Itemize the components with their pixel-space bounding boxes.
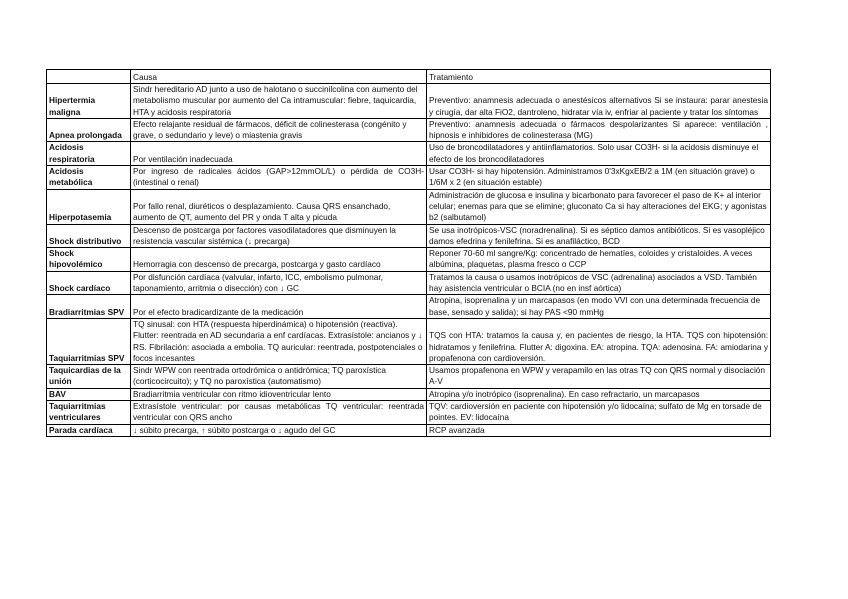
tratamiento-cell: TQV: cardioversión en paciente con hipotensión y/o lidocaína; sulfato de Mg en torsade de pointes. EV: lidocaína [427, 401, 771, 425]
table-row [47, 424, 771, 436]
row-label: Acidosis metabólica [47, 166, 131, 190]
table-row [47, 295, 771, 319]
row-label: Acidosis respiratoria [47, 142, 131, 166]
row-label: Shock cardíaco [47, 271, 131, 295]
row-label: Apnea prolongada [47, 118, 131, 142]
causa-cell: Por fallo renal, diuréticos o desplazamiento. Causa QRS ensanchado, aumento de QT, aumento del PR y onda T alta y picuda [131, 189, 427, 224]
causa-cell: Por ingreso de radicales ácidos (GAP>12mmOL/L) o pérdida de CO3H- (intestinal o renal) [131, 166, 427, 190]
table-row [47, 189, 771, 224]
header-causa: Causa [131, 70, 427, 84]
tratamiento-cell: RCP avanzada [427, 424, 771, 436]
table-row [47, 271, 771, 295]
table-row [47, 224, 771, 248]
causa-cell: Hemorragia con descenso de precarga, postcarga y gasto cardíaco [131, 248, 427, 272]
row-label: BAV [47, 388, 131, 400]
row-label: Taquiarritmias ventriculares [47, 401, 131, 425]
causa-cell: Sindr WPW con reentrada ortodrómica o antidrómica; TQ paroxística (corticocircuito); y TQ no paroxística (automatismo) [131, 365, 427, 389]
row-label: Taquicardias de la unión [47, 365, 131, 389]
tratamiento-cell: Atropina, isoprenalina y un marcapasos (en modo VVI con una determinada frecuencia de base, sensado y salida); si hay PAS <90 mmHg [427, 295, 771, 319]
table-row [47, 401, 771, 425]
causa-cell: Bradiarritmia ventricular con ritmo idioventricular lento [131, 388, 427, 400]
causa-cell: Por disfunción cardíaca (valvular, infarto, ICC, embolismo pulmonar, taponamiento, arritmia o disección) con ↓ GC [131, 271, 427, 295]
tratamiento-cell: Preventivo: anamnesis adecuada o fármacos despolarizantes Si aparece: ventilación , hipnosis e inhibidores de colinesterasa (MG) [427, 118, 771, 142]
header-tratamiento: Tratamiento [427, 70, 771, 84]
table-header-row [47, 70, 771, 84]
tratamiento-cell: Uso de broncodilatadores y antiinflamatorios. Solo usar CO3H- si la acidosis disminuye el efecto de los broncodilatadores [427, 142, 771, 166]
row-label: Bradiarritmias SPV [47, 295, 131, 319]
row-label: Taquiarritmias SPV [47, 318, 131, 364]
causa-cell: ↓ súbito precarga, ↑ súbito postcarga o ↓ agudo del GC [131, 424, 427, 436]
row-label: Hipertermia maligna [47, 84, 131, 119]
row-label: Shock hipovolémico [47, 248, 131, 272]
table-row [47, 388, 771, 400]
header-empty-cell [47, 70, 131, 84]
table-row [47, 84, 771, 119]
row-label: Parada cardíaca [47, 424, 131, 436]
causa-cell: Por el efecto bradicardizante de la medicación [131, 295, 427, 319]
causa-cell: Descenso de postcarga por factores vasodilatadores que disminuyen la resistencia vascular sistémica (↓ precarga) [131, 224, 427, 248]
causa-cell: Efecto relajante residual de fármacos, déficit de colinesterasa (congénito y grave, o sedundario y leve) o miastenia gravis [131, 118, 427, 142]
tratamiento-cell: Usamos propafenona en WPW y verapamilo en las otras TQ con QRS normal y disociación A-V [427, 365, 771, 389]
causa-cell: TQ sinusal: con HTA (respuesta hiperdinámica) o hipotensión (reactiva). Flutter: reentrada en AD secundaria a enf cardíacas. Extrasístole: ancianos y ↓ RS. Fibrilación: asociada a embolia. TQ auricular: reentrada, postpotenciales o focos incesantes [131, 318, 427, 364]
tratamiento-cell: Atropina y/o inotrópico (isoprenalina). En caso refractario, un marcapasos [427, 388, 771, 400]
row-label: Hiperpotasemia [47, 189, 131, 224]
row-label: Shock distributivo [47, 224, 131, 248]
tratamiento-cell: Se usa inotrópicos-VSC (noradrenalina). Si es séptico damos antibióticos. Si es vasopléjico damos efedrina y fenilefrina. Si es anafiláctico, BCD [427, 224, 771, 248]
table-row [47, 318, 771, 364]
table-row [47, 248, 771, 272]
tratamiento-cell: Tratamos la causa o usamos inotrópicos de VSC (adrenalina) asociados a VSD. También hay asistencia ventricular o BCIA (no en insf aórtica) [427, 271, 771, 295]
tratamiento-cell: TQS con HTA: tratamos la causa y, en pacientes de riesgo, la HTA. TQS con hipotensión: hidratamos y fenilefrina. Flutter A: digoxina. EA: atropina. TQA: adenosina. FA: amiodarina y propafenona con cardioversión. [427, 318, 771, 364]
causa-cell: Extrasístole ventricular: por causas metabólicas TQ ventricular: reentrada ventricular con QRS ancho [131, 401, 427, 425]
causa-cell: Sindr hereditario AD junto a uso de halotano o succinilcolina con aumento del metabolismo muscular por aumento del Ca intramuscular: fiebre, taquicardia, HTA y acidosis respiratoria [131, 84, 427, 119]
causa-cell: Por ventilación inadecuada [131, 142, 427, 166]
table-row [47, 142, 771, 166]
table-row [47, 118, 771, 142]
tratamiento-cell: Administración de glucosa e insulina y bicarbonato para favorecer el paso de K+ al interior celular; enemas para que se elimine; gluconato Ca si hay alteraciones del EKG; y agonistas b2 (salbutamol) [427, 189, 771, 224]
tratamiento-cell: Preventivo: anamnesis adecuada o anestésicos alternativos Si se instaura: parar anestesia y cirugía, dar alta FiO2, dantroleno, hidratar vía iv, enfriar al paciente y tratar los síntomas [427, 84, 771, 119]
tratamiento-cell: Reponer 70-60 ml sangre/Kg: concentrado de hematíes, coloides y cristaloides. A veces albúmina, plaquetas, plasma fresco o CCP [427, 248, 771, 272]
anesthesia-complications-table [46, 69, 771, 437]
table-row [47, 166, 771, 190]
table-row [47, 365, 771, 389]
tratamiento-cell: Usar CO3H- si hay hipotensión. Administramos 0'3xKgxEB/2 a 1M (en situación grave) o 1/6M x 2 (en situación estable) [427, 166, 771, 190]
